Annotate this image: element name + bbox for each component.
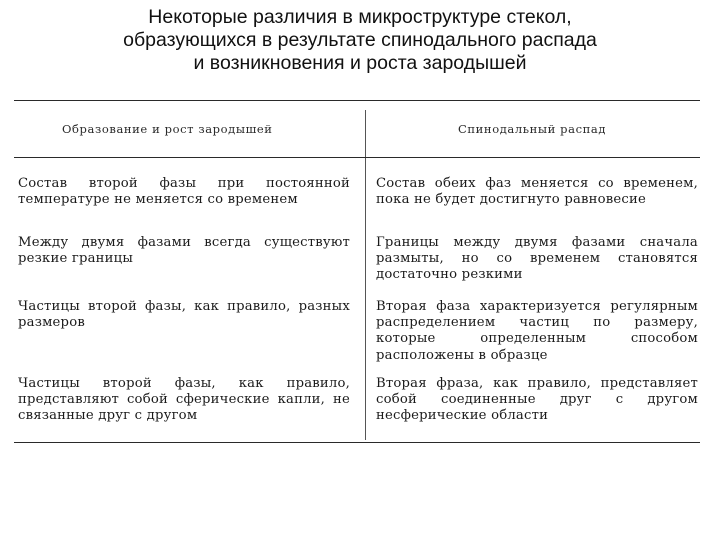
title-line-1: Некоторые различия в микроструктуре стекол, — [148, 6, 572, 28]
table-top-rule — [14, 100, 700, 101]
table-cell-spinodal-composition: Состав обеих фаз меняется со временем, пока не будет достигнуто равновесие — [376, 176, 698, 208]
table-cell-spinodal-sizes: Вторая фаза характеризуется регулярным распределением частиц по размеру, которые определенным способом расположены в образце — [376, 299, 698, 363]
title-line-3: и возникновения и роста зародышей — [193, 52, 527, 74]
table-cell-nucleation-shape: Частицы второй фазы, как правило, представляют собой сферические капли, не связанные друг с другом — [18, 376, 350, 424]
column-divider — [365, 110, 366, 440]
header-rule — [14, 157, 700, 158]
header-nucleation: Образование и рост зародышей — [62, 122, 273, 136]
table-cell-nucleation-boundaries: Между двумя фазами всегда существуют резкие границы — [18, 235, 350, 267]
table-bottom-rule — [14, 442, 700, 443]
table-cell-nucleation-composition: Состав второй фазы при постоянной температуре не меняется со временем — [18, 176, 350, 208]
title-line-2: образующихся в результате спинодального распада — [123, 29, 597, 51]
header-spinodal: Спинодальный распад — [458, 122, 607, 136]
table-cell-nucleation-sizes: Частицы второй фазы, как правило, разных размеров — [18, 299, 350, 331]
slide-title — [0, 6, 720, 75]
table-cell-spinodal-shape: Вторая фраза, как правило, представляет собой соединенные друг с другом несферические области — [376, 376, 698, 424]
table-cell-spinodal-boundaries: Границы между двумя фазами сначала размыты, но со временем становятся достаточно резкими — [376, 235, 698, 283]
